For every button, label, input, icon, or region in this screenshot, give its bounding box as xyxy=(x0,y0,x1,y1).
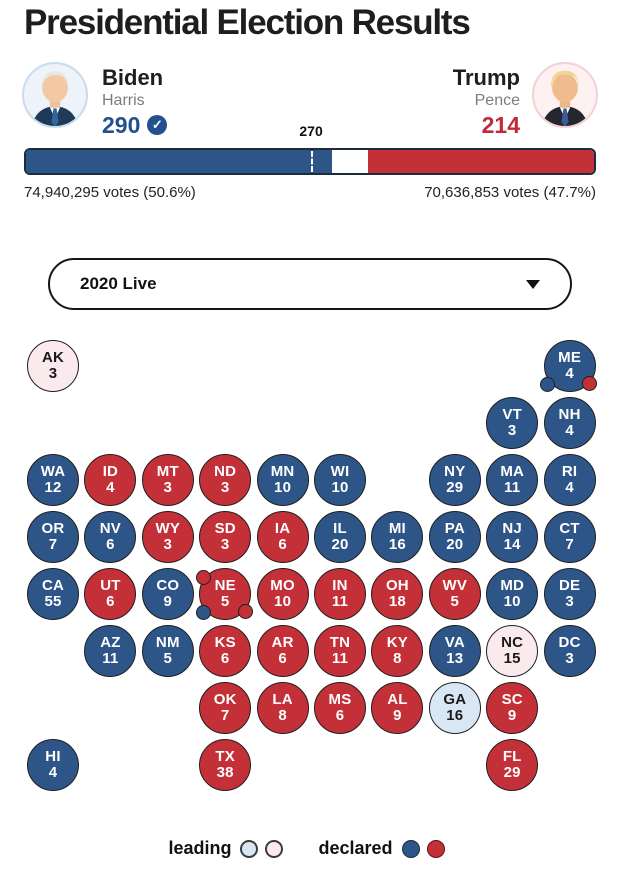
state-abbr: KS xyxy=(214,633,236,651)
state-electoral-votes: 20 xyxy=(446,536,464,553)
state-abbr: NH xyxy=(558,405,581,423)
state-circle-fl[interactable] xyxy=(486,739,538,791)
state-circle-id[interactable] xyxy=(84,454,136,506)
state-circle-pa[interactable] xyxy=(429,511,481,563)
state-circle-mo[interactable] xyxy=(257,568,309,620)
state-circle-ky[interactable] xyxy=(371,625,423,677)
state-electoral-votes: 3 xyxy=(220,479,230,496)
state-abbr: MT xyxy=(156,462,179,480)
state-abbr: VT xyxy=(502,405,522,423)
state-electoral-votes: 18 xyxy=(388,593,406,610)
state-electoral-votes: 14 xyxy=(503,536,521,553)
state-circle-ca[interactable] xyxy=(27,568,79,620)
state-electoral-votes: 9 xyxy=(507,707,517,724)
state-circle-nh[interactable] xyxy=(544,397,596,449)
state-abbr: CA xyxy=(41,576,65,594)
state-circle-ct[interactable] xyxy=(544,511,596,563)
leading-legend-label: leading xyxy=(168,838,232,858)
district-dot-me-bottom-left[interactable] xyxy=(540,377,555,392)
state-electoral-votes: 3 xyxy=(507,422,517,439)
state-electoral-votes: 11 xyxy=(504,479,521,496)
state-abbr: OR xyxy=(41,519,65,537)
state-circle-ma[interactable] xyxy=(486,454,538,506)
state-abbr: CT xyxy=(559,519,580,537)
state-electoral-votes: 13 xyxy=(446,650,464,667)
state-electoral-votes: 11 xyxy=(331,593,349,610)
state-abbr: OK xyxy=(213,690,237,708)
state-abbr: AK xyxy=(41,348,65,366)
state-circle-ar[interactable] xyxy=(257,625,309,677)
state-electoral-votes: 6 xyxy=(106,536,115,553)
state-abbr: WV xyxy=(442,576,468,594)
state-circle-in[interactable] xyxy=(314,568,366,620)
state-circle-ga[interactable] xyxy=(429,682,481,734)
state-abbr: SD xyxy=(214,519,236,537)
state-electoral-votes: 6 xyxy=(220,650,230,667)
state-circle-ms[interactable] xyxy=(314,682,366,734)
state-circle-de[interactable] xyxy=(544,568,596,620)
state-circle-al[interactable] xyxy=(371,682,423,734)
state-abbr: PA xyxy=(444,519,465,537)
state-abbr: MO xyxy=(270,576,295,594)
trump-ev-number: 214 xyxy=(481,112,520,138)
state-electoral-votes: 4 xyxy=(106,479,115,496)
state-circle-nm[interactable] xyxy=(142,625,194,677)
state-circle-or[interactable] xyxy=(27,511,79,563)
state-abbr: NV xyxy=(99,519,122,537)
state-abbr: AZ xyxy=(100,633,121,651)
state-circle-nc[interactable] xyxy=(486,625,538,677)
state-electoral-votes: 4 xyxy=(565,365,574,382)
state-circle-wy[interactable] xyxy=(142,511,194,563)
state-abbr: IN xyxy=(332,576,348,594)
state-electoral-votes: 6 xyxy=(106,593,115,610)
state-circle-hi[interactable] xyxy=(27,739,79,791)
state-circle-wv[interactable] xyxy=(429,568,481,620)
state-circle-tn[interactable] xyxy=(314,625,366,677)
state-circle-ut[interactable] xyxy=(84,568,136,620)
state-electoral-votes: 8 xyxy=(393,650,402,667)
year-selector-value: 2020 Live xyxy=(80,274,157,293)
state-circle-ri[interactable] xyxy=(544,454,596,506)
state-circle-nd[interactable] xyxy=(199,454,251,506)
state-abbr: IA xyxy=(274,519,291,537)
state-electoral-votes: 10 xyxy=(331,479,349,496)
state-abbr: NC xyxy=(501,633,524,651)
state-electoral-votes: 10 xyxy=(503,593,521,610)
state-abbr: DC xyxy=(558,633,581,651)
state-electoral-votes: 20 xyxy=(331,536,349,553)
state-abbr: AR xyxy=(271,633,294,651)
state-circle-ok[interactable] xyxy=(199,682,251,734)
state-circle-il[interactable] xyxy=(314,511,366,563)
state-circle-tx[interactable] xyxy=(199,739,251,791)
state-abbr: MS xyxy=(328,690,352,708)
state-abbr: ME xyxy=(558,348,582,366)
state-electoral-votes: 6 xyxy=(278,650,287,667)
state-electoral-votes: 5 xyxy=(450,593,460,610)
state-circle-la[interactable] xyxy=(257,682,309,734)
state-electoral-votes: 3 xyxy=(220,536,230,553)
district-dot-ne-bottom-right[interactable] xyxy=(238,604,253,619)
state-electoral-votes: 11 xyxy=(331,650,349,667)
state-circle-ia[interactable] xyxy=(257,511,309,563)
state-abbr: MD xyxy=(500,576,525,594)
state-electoral-votes: 29 xyxy=(446,479,464,496)
leading-dem-swatch-icon xyxy=(240,840,258,858)
state-electoral-votes: 7 xyxy=(48,536,58,553)
state-electoral-votes: 7 xyxy=(565,536,574,553)
state-electoral-votes: 7 xyxy=(220,707,230,724)
state-electoral-votes: 6 xyxy=(335,707,345,724)
state-abbr: KY xyxy=(386,633,409,651)
state-circle-va[interactable] xyxy=(429,625,481,677)
state-abbr: GA xyxy=(443,690,467,708)
state-abbr: VA xyxy=(444,633,465,651)
state-electoral-votes: 38 xyxy=(216,764,234,781)
state-circle-mi[interactable] xyxy=(371,511,423,563)
state-circle-ny[interactable] xyxy=(429,454,481,506)
biden-popular-votes: 74,940,295 votes (50.6%) xyxy=(24,184,196,201)
state-abbr: CO xyxy=(156,576,180,594)
state-circle-dc[interactable] xyxy=(544,625,596,677)
state-circle-mn[interactable] xyxy=(257,454,309,506)
state-circle-sc[interactable] xyxy=(486,682,538,734)
state-electoral-votes: 16 xyxy=(446,707,464,724)
state-electoral-votes: 15 xyxy=(503,650,521,667)
biden-running-mate: Harris xyxy=(102,92,145,109)
page-title: Presidential Election Results xyxy=(24,3,470,42)
state-electoral-votes: 16 xyxy=(388,536,406,553)
state-electoral-votes: 3 xyxy=(163,536,173,553)
state-electoral-votes: 12 xyxy=(44,479,62,496)
state-abbr: HI xyxy=(45,747,61,765)
state-abbr: WA xyxy=(40,462,66,480)
state-abbr: WI xyxy=(330,462,350,480)
district-dot-ne-top-left[interactable] xyxy=(196,570,211,585)
biden-ev-number: 290 xyxy=(102,112,141,138)
state-electoral-votes: 3 xyxy=(48,365,58,382)
state-abbr: NJ xyxy=(502,519,522,537)
state-abbr: FL xyxy=(502,747,522,765)
state-abbr: SC xyxy=(501,690,523,708)
state-electoral-votes: 5 xyxy=(220,593,230,610)
state-abbr: NY xyxy=(444,462,466,480)
state-abbr: LA xyxy=(272,690,293,708)
state-abbr: MA xyxy=(500,462,525,480)
map-legend xyxy=(0,838,620,859)
state-abbr: OH xyxy=(385,576,409,594)
state-electoral-votes: 10 xyxy=(274,593,292,610)
state-circle-wi[interactable] xyxy=(314,454,366,506)
declared-dem-swatch-icon xyxy=(402,840,420,858)
threshold-270-label: 270 xyxy=(299,123,323,139)
state-abbr: TN xyxy=(329,633,351,651)
state-electoral-votes: 3 xyxy=(163,479,173,496)
state-electoral-votes: 4 xyxy=(565,479,574,496)
trump-popular-votes: 70,636,853 votes (47.7%) xyxy=(424,184,596,201)
state-circle-nj[interactable] xyxy=(486,511,538,563)
state-electoral-votes: 6 xyxy=(278,536,287,553)
state-electoral-votes: 4 xyxy=(48,764,58,781)
state-electoral-votes: 29 xyxy=(503,764,521,781)
state-abbr: MN xyxy=(270,462,295,480)
state-abbr: MI xyxy=(388,519,406,537)
state-abbr: ID xyxy=(102,462,119,480)
state-circle-az[interactable] xyxy=(84,625,136,677)
state-electoral-votes: 3 xyxy=(565,593,574,610)
state-abbr: NE xyxy=(214,576,236,594)
state-circle-ak[interactable] xyxy=(27,340,79,392)
state-abbr: TX xyxy=(215,747,235,765)
declared-winner-check-icon: ✓ xyxy=(147,115,167,135)
state-circle-ks[interactable] xyxy=(199,625,251,677)
state-abbr: AL xyxy=(387,690,408,708)
state-electoral-votes: 3 xyxy=(565,650,574,667)
state-electoral-votes: 9 xyxy=(163,593,173,610)
state-circle-vt[interactable] xyxy=(486,397,538,449)
state-circle-wa[interactable] xyxy=(27,454,79,506)
district-dot-me-bottom-right[interactable] xyxy=(582,376,597,391)
state-abbr: WY xyxy=(155,519,181,537)
state-electoral-votes: 8 xyxy=(278,707,287,724)
trump-name: Trump xyxy=(452,65,520,90)
state-circle-sd[interactable] xyxy=(199,511,251,563)
district-dot-ne-bottom-left[interactable] xyxy=(196,605,211,620)
state-electoral-votes: 10 xyxy=(274,479,292,496)
declared-legend-label: declared xyxy=(318,838,393,858)
state-abbr: ND xyxy=(214,462,237,480)
state-circle-oh[interactable] xyxy=(371,568,423,620)
state-abbr: RI xyxy=(561,462,578,480)
state-abbr: DE xyxy=(558,576,581,594)
state-electoral-votes: 11 xyxy=(102,650,119,667)
declared-rep-swatch-icon xyxy=(427,840,445,858)
state-abbr: IL xyxy=(333,519,347,537)
state-electoral-votes: 9 xyxy=(393,707,402,724)
state-circle-md[interactable] xyxy=(486,568,538,620)
state-circle-co[interactable] xyxy=(142,568,194,620)
state-abbr: NM xyxy=(155,633,180,651)
state-electoral-votes: 55 xyxy=(44,593,62,610)
trump-running-mate: Pence xyxy=(474,92,520,109)
state-abbr: UT xyxy=(100,576,121,594)
state-circle-mt[interactable] xyxy=(142,454,194,506)
state-electoral-votes: 4 xyxy=(565,422,574,439)
leading-rep-swatch-icon xyxy=(265,840,283,858)
biden-name: Biden xyxy=(102,65,164,90)
state-electoral-votes: 5 xyxy=(163,650,173,667)
state-circle-nv[interactable] xyxy=(84,511,136,563)
